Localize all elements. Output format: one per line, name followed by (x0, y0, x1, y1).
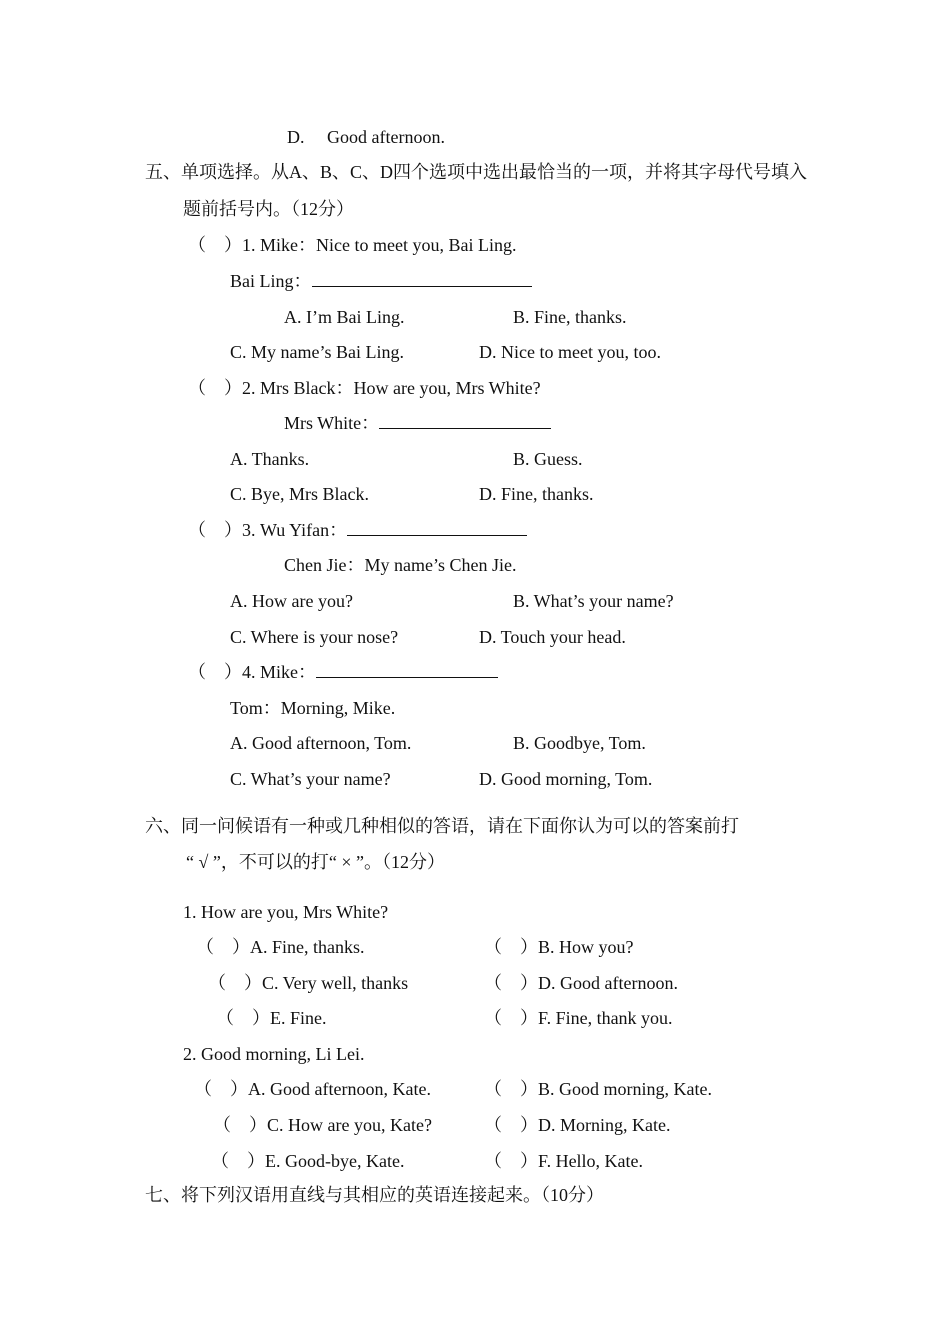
q4-option-a: A. Good afternoon, Tom. (230, 733, 412, 753)
q2-option-a: A. Thanks. (230, 449, 310, 469)
group1-answer-b[interactable]: （ ）B. How you? (484, 937, 634, 957)
option-d-good-afternoon: D. Good afternoon. (287, 127, 445, 147)
group2-question: 2. Good morning, Li Lei. (183, 1044, 365, 1064)
q1-reply-label: Bai Ling： (230, 271, 312, 291)
q3-option-a: A. How are you? (230, 591, 353, 611)
group2-answer-b[interactable]: （ ）B. Good morning, Kate. (484, 1079, 712, 1099)
group2-answer-a[interactable]: （ ）A. Good afternoon, Kate. (194, 1079, 431, 1099)
group2-answer-d[interactable]: （ ）D. Morning, Kate. (484, 1115, 671, 1135)
q1-reply (230, 270, 532, 292)
group1-answer-e[interactable]: （ ）E. Fine. (216, 1008, 327, 1028)
q2-answer-blank[interactable] (379, 412, 551, 429)
q3-option-d: D. Touch your head. (479, 627, 626, 647)
q1-prompt: （ ）1. Mike：Nice to meet you, Bai Ling. (188, 235, 517, 255)
q1-option-d: D. Nice to meet you, too. (479, 342, 661, 362)
q3-option-c: C. Where is your nose? (230, 627, 399, 647)
q3-option-b: B. What’s your name? (513, 591, 674, 611)
q3-prompt (188, 519, 527, 541)
q2-reply (284, 412, 551, 434)
group1-question: 1. How are you, Mrs White? (183, 902, 389, 922)
q4-prompt (188, 661, 498, 683)
group1-answer-c[interactable]: （ ）C. Very well, thanks (208, 973, 409, 993)
section5-heading: 五、单项选择。从A、B、C、D四个选项中选出最恰当的一项，并将其字母代号填入 (145, 162, 808, 182)
section5-heading-cont: 题前括号内。（12分） (183, 199, 354, 219)
q2-option-b: B. Guess. (513, 449, 583, 469)
q4-option-c: C. What’s your name? (230, 769, 391, 789)
section7-heading: 七、将下列汉语用直线与其相应的英语连接起来。（10分） (145, 1185, 604, 1205)
section6-heading: 六、同一问候语有一种或几种相似的答语，请在下面你认为可以的答案前打 (145, 816, 739, 836)
q2-reply-label: Mrs White： (284, 413, 380, 433)
q2-prompt: （ ）2. Mrs Black：How are you, Mrs White? (188, 378, 541, 398)
q4-prompt-text: （ ）4. Mike： (188, 662, 316, 682)
q4-answer-blank[interactable] (316, 661, 498, 678)
section6-heading-cont: “ √ ”，不可以的打“ × ”。（12分） (186, 852, 445, 872)
q4-option-b: B. Goodbye, Tom. (513, 733, 646, 753)
q1-option-a: A. I’m Bai Ling. (284, 307, 405, 327)
q4-reply: Tom：Morning, Mike. (230, 698, 396, 718)
q2-option-c: C. Bye, Mrs Black. (230, 484, 369, 504)
group2-answer-e[interactable]: （ ）E. Good-bye, Kate. (211, 1151, 405, 1171)
q4-option-d: D. Good morning, Tom. (479, 769, 653, 789)
q3-answer-blank[interactable] (347, 519, 527, 536)
group2-answer-f[interactable]: （ ）F. Hello, Kate. (484, 1151, 644, 1171)
q1-option-b: B. Fine, thanks. (513, 307, 627, 327)
q3-reply: Chen Jie：My name’s Chen Jie. (284, 555, 517, 575)
q1-answer-blank[interactable] (312, 270, 532, 287)
group1-answer-f[interactable]: （ ）F. Fine, thank you. (484, 1008, 673, 1028)
group1-answer-d[interactable]: （ ）D. Good afternoon. (484, 973, 678, 993)
q3-prompt-text: （ ）3. Wu Yifan： (188, 520, 348, 540)
group2-answer-c[interactable]: （ ）C. How are you, Kate? (213, 1115, 432, 1135)
group1-answer-a[interactable]: （ ）A. Fine, thanks. (196, 937, 365, 957)
q1-option-c: C. My name’s Bai Ling. (230, 342, 404, 362)
q2-option-d: D. Fine, thanks. (479, 484, 594, 504)
